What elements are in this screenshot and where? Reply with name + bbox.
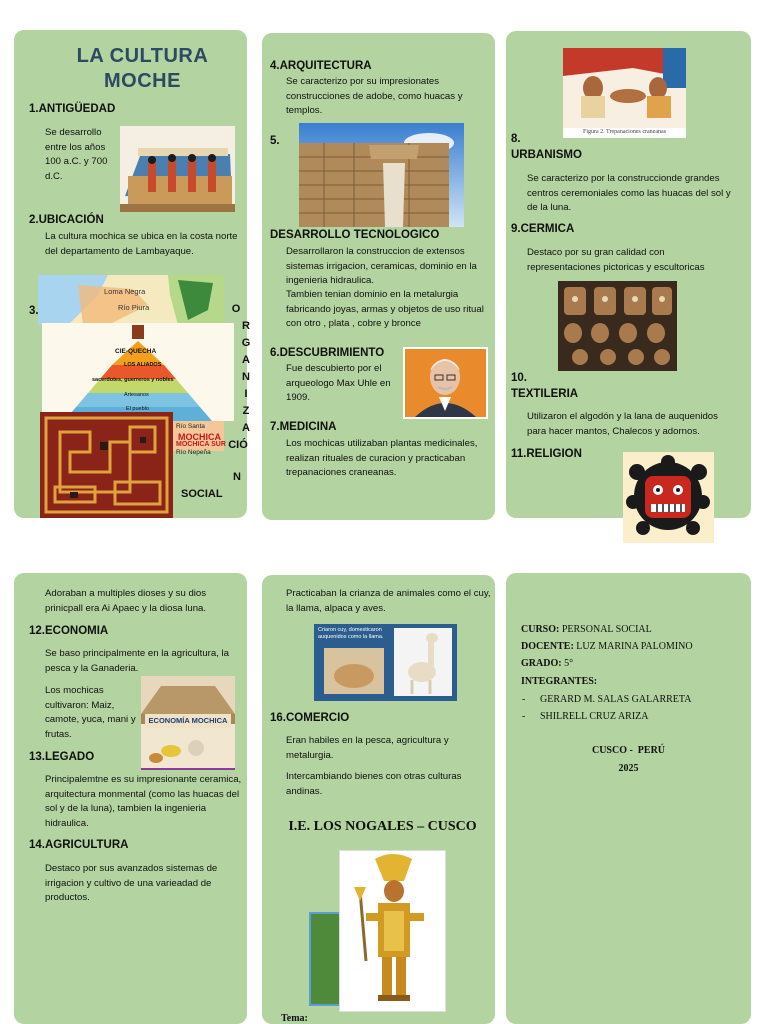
section-10-number: 10. bbox=[511, 372, 527, 384]
textileria-heading: TEXTILERIA bbox=[511, 388, 579, 400]
trepanation-caption: Figura 2. Trepanaciones craneanas bbox=[583, 129, 666, 135]
economia-heading: 12.ECONOMIA bbox=[29, 625, 109, 637]
org-letter-g: G bbox=[241, 337, 251, 349]
moche-map-image bbox=[38, 275, 224, 325]
bullet-dash: - bbox=[522, 711, 526, 722]
trepanation-illustration bbox=[563, 48, 686, 138]
organizacion-number: 3. bbox=[29, 305, 39, 317]
arquitectura-heading: 4.ARQUITECTURA bbox=[270, 60, 372, 72]
adobe-temple-image bbox=[299, 123, 464, 227]
comercio-text-1: Eran habiles en la pesca, agricultura y metalurgia. bbox=[286, 735, 449, 761]
antiguedad-heading: 1.ANTIGÜEDAD bbox=[29, 103, 116, 115]
legado-text: Principalemtne es su impresionante ceramica, arquitectura monmental (como las huacas del sol y de la luna), tambien la ingenieria hidraulica. bbox=[45, 774, 242, 829]
org-letter-n: N bbox=[242, 371, 250, 383]
grado-value: 5° bbox=[564, 658, 574, 669]
place-label: CUSCO - PERÚ bbox=[591, 745, 666, 756]
tema-label: Tema: bbox=[281, 1013, 308, 1024]
medicina-heading: 7.MEDICINA bbox=[270, 421, 337, 433]
integrante-2 bbox=[522, 711, 649, 722]
desarrollo-tecnologico-text-1: Desarrollaron la construccion de extensos sistemas irrigacion, ceramicas, dominio en la ingenieria hidraulica. bbox=[286, 246, 477, 287]
legado-heading: 13.LEGADO bbox=[29, 751, 95, 763]
curso-line bbox=[521, 624, 652, 635]
org-letter-n2: N bbox=[233, 471, 241, 483]
moche-textile-image bbox=[40, 412, 173, 518]
pyramid-level-2: LOS ALIADOS bbox=[124, 362, 162, 368]
org-letter-r: R bbox=[242, 320, 250, 332]
grado-label: GRADO: bbox=[521, 658, 562, 669]
religion-heading: 11.RELIGION bbox=[511, 448, 582, 460]
agricultura-text: Destaco por sus avanzados sistemas de irrigacion y cultivo de una varieadad de productos. bbox=[45, 863, 218, 904]
page-title bbox=[40, 44, 245, 94]
map-label-loma: Loma Negra bbox=[104, 287, 146, 296]
integrante-1-name: GERARD M. SALAS GALARRETA bbox=[540, 694, 692, 705]
integrante-2-name: SHILRELL CRUZ ARIZA bbox=[540, 711, 649, 722]
org-social-label: SOCIAL bbox=[181, 488, 223, 500]
map-label-nepena: Río Nepeña bbox=[176, 449, 211, 456]
map-label-santa: Río Santa bbox=[176, 423, 205, 430]
cuy-llama-caption: Criaron cuy, domesticaron auquenidos como la llama. bbox=[318, 627, 384, 640]
pyramid-level-3: sacerdotes, guerreros y nobles bbox=[92, 377, 174, 383]
section-5-number: 5. bbox=[270, 135, 280, 147]
integrante-1 bbox=[522, 694, 692, 705]
map-label-mochica-sur: MOCHICA SUR bbox=[176, 441, 226, 448]
school-name: I.E. LOS NOGALES – CUSCO bbox=[288, 819, 477, 834]
pyramid-top: CIE-QUECHA bbox=[115, 348, 157, 355]
landscape-thumbnail bbox=[309, 912, 343, 1006]
ganaderia-text: Practicaban la crianza de animales como el cuy, la llama, alpaca y aves. bbox=[286, 588, 491, 614]
comercio-heading: 16.COMERCIO bbox=[270, 712, 350, 724]
moche-lord-image bbox=[339, 850, 446, 1012]
comercio-text-2: Intercambiando bienes con otras culturas andinas. bbox=[286, 771, 462, 797]
integrantes-label: INTEGRANTES: bbox=[521, 676, 598, 687]
ceramica-text: Destaco por su gran calidad con representaciones pictoricas y escultoricas bbox=[527, 247, 705, 273]
textileria-text: Utilizaron el algodón y la lana de auquenidos para hacer mantos, Chalecos y adornos. bbox=[527, 411, 718, 437]
agricultura-heading: 14.AGRICULTURA bbox=[29, 839, 129, 851]
title-line-1: LA CULTURA bbox=[76, 45, 209, 67]
huaca-mural-image bbox=[120, 126, 235, 212]
descubrimiento-text: Fue descubierto por el arqueologo Max Uhle en 1909. bbox=[286, 363, 391, 404]
org-letter-z: Z bbox=[242, 405, 250, 417]
curso-value: PERSONAL SOCIAL bbox=[561, 624, 652, 635]
org-letters-cio: CIÓ bbox=[228, 439, 248, 451]
curso-label: CURSO: bbox=[521, 624, 560, 635]
economia-text-1: Se baso principalmente en la agricultura, la pesca y la Ganaderia. bbox=[45, 648, 229, 674]
ai-apaec-mask-image bbox=[623, 452, 714, 543]
max-uhle-portrait bbox=[403, 347, 488, 419]
urbanismo-heading: URBANISMO bbox=[511, 149, 582, 161]
docente-label: DOCENTE: bbox=[521, 641, 574, 652]
pyramid-level-4: Artesanos bbox=[124, 392, 149, 398]
org-letter-i: I bbox=[244, 388, 248, 400]
arquitectura-text: Se caracterizo por su impresionates construcciones de adobe, como huacas y templos. bbox=[286, 76, 463, 117]
grado-line bbox=[521, 658, 573, 669]
map-label-mochica: MOCHICA bbox=[178, 432, 221, 442]
religion-text: Adoraban a multiples dioses y su dios prinicpall era Ai Apaec y la diosa luna. bbox=[45, 588, 207, 614]
descubrimiento-heading: 6.DESCUBRIMIENTO bbox=[270, 347, 385, 359]
bullet-dash: - bbox=[522, 694, 526, 705]
ceramica-heading: 9.CERMICA bbox=[511, 223, 575, 235]
economia-text-2: Los mochicas cultivaron: Maiz, camote, yuca, mani y frutas. bbox=[45, 685, 136, 740]
desarrollo-tecnologico-text-2: Tambien tenian dominio en la metalurgia fabricando joyas, armas y objetos de uso ritual con otro , plata , cobre y bronce bbox=[286, 289, 484, 330]
year-label: 2025 bbox=[618, 763, 639, 774]
ceramics-image bbox=[558, 281, 677, 371]
antiguedad-text: Se desarrollo entre los años 100 a.C. y 700 d.C. bbox=[45, 127, 108, 182]
section-8-number: 8. bbox=[511, 133, 521, 145]
pyramid-level-5: El pueblo bbox=[126, 406, 149, 412]
urbanismo-text: Se caracterizo por la construccionde grandes centros ceremoniales como las huacas del sol y de la luna. bbox=[527, 173, 731, 214]
ubicacion-text: La cultura mochica se ubica en la costa norte del departamento de Lambayaque. bbox=[45, 231, 238, 257]
org-letter-a2: A bbox=[242, 422, 250, 434]
ubicacion-heading: 2.UBICACIÓN bbox=[29, 214, 104, 226]
map-label-piura: Río Piura bbox=[118, 303, 150, 312]
medicina-text: Los mochicas utilizaban plantas medicinales, realizan rituales de curacion y practicaban trepanaciones craneanas. bbox=[286, 438, 478, 479]
desarrollo-tecnologico-heading: DESARROLLO TECNOLOGICO bbox=[270, 229, 440, 241]
economia-mochica-label: ECONOMÍA MOCHICA bbox=[145, 714, 231, 728]
title-line-2: MOCHE bbox=[104, 70, 181, 92]
docente-line bbox=[521, 641, 693, 652]
org-letter-a1: A bbox=[242, 354, 250, 366]
org-letter-o: O bbox=[231, 303, 241, 315]
docente-value: LUZ MARINA PALOMINO bbox=[576, 641, 693, 652]
